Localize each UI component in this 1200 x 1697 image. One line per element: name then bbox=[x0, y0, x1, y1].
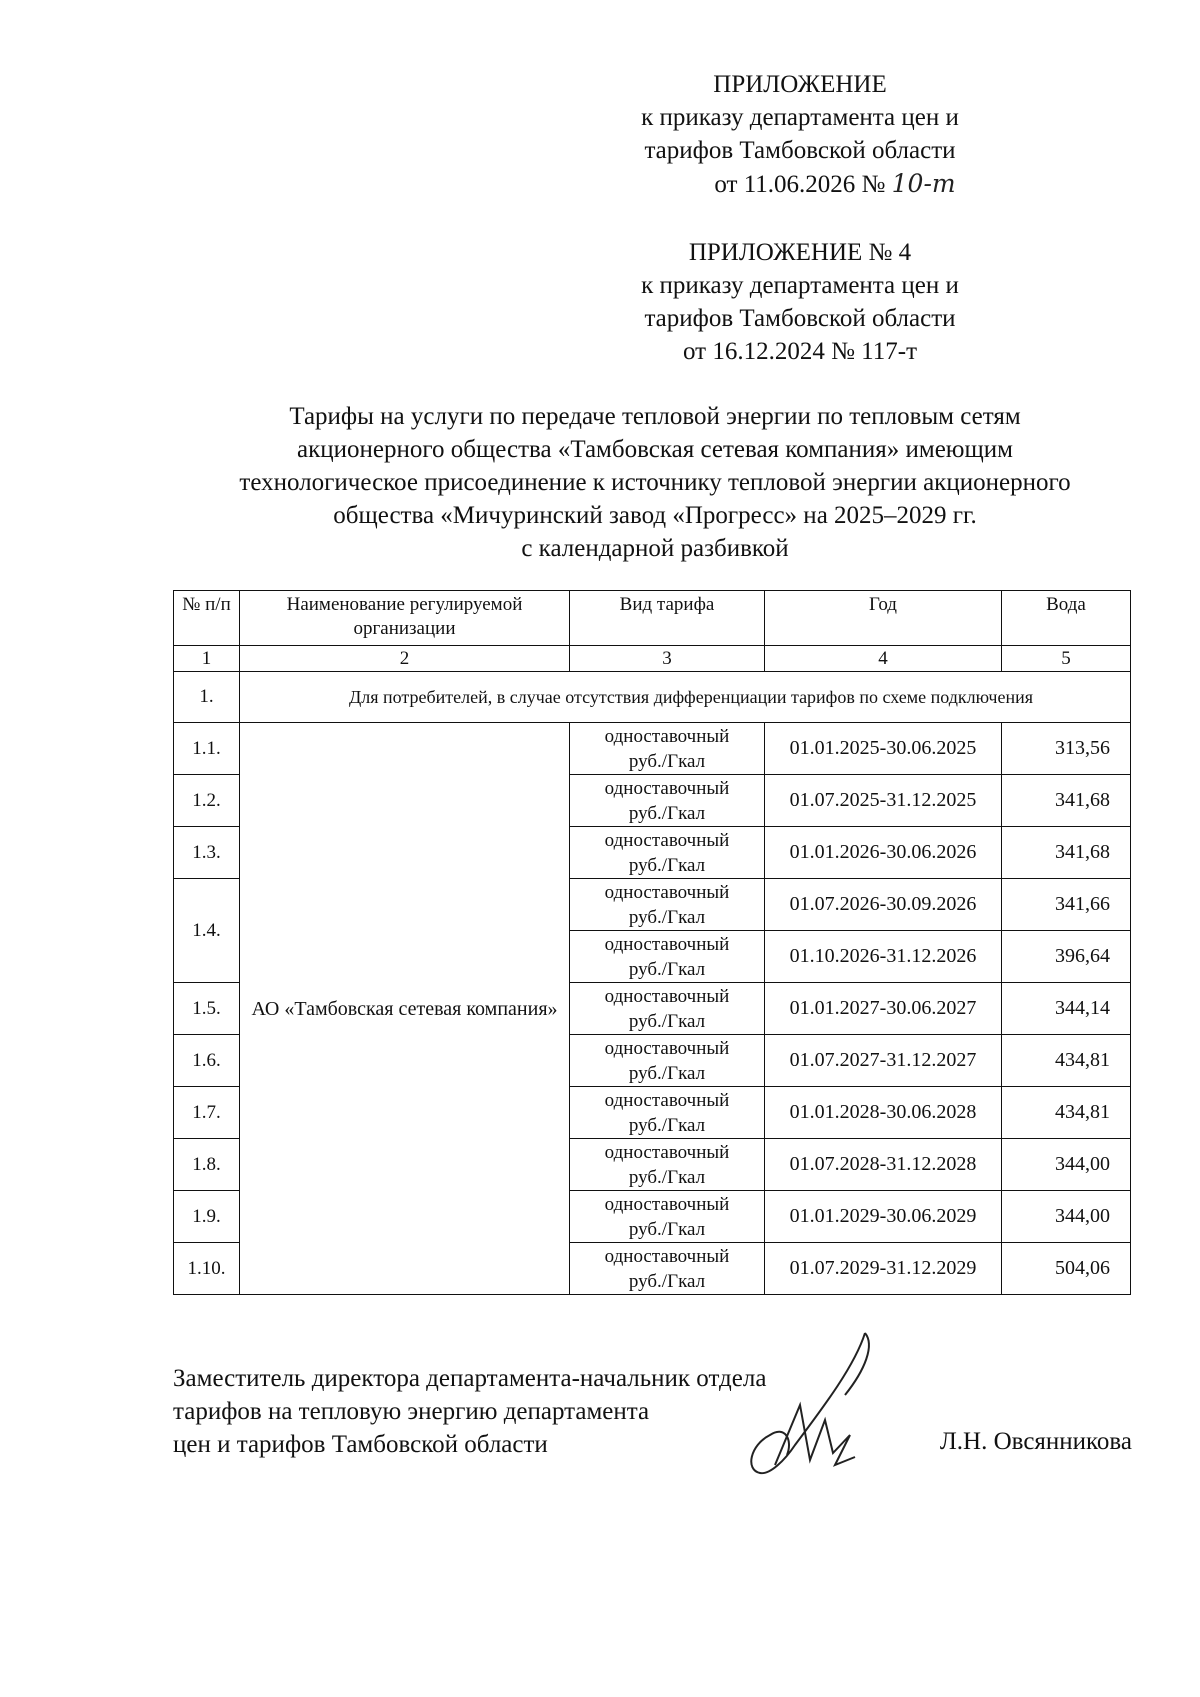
tariff-type-label: одноставочный bbox=[604, 829, 730, 851]
row-number: 1.8. bbox=[174, 1139, 240, 1191]
tariff-type-label: одноставочный bbox=[604, 1193, 730, 1215]
tariff-type bbox=[570, 1139, 765, 1191]
tariff-value: 341,68 bbox=[1002, 827, 1131, 879]
tariff-value: 341,68 bbox=[1002, 775, 1131, 827]
tariff-period: 01.07.2025-31.12.2025 bbox=[765, 775, 1002, 827]
tariff-type-label: одноставочный bbox=[604, 985, 730, 1007]
title-line: технологическое присоединение к источнику тепловой энергии акционерного bbox=[239, 469, 1071, 496]
tariff-unit: руб./Гкал bbox=[628, 802, 706, 824]
tariff-period: 01.01.2028-30.06.2028 bbox=[765, 1087, 1002, 1139]
tariff-type-label: одноставочный bbox=[604, 933, 730, 955]
title-line: с календарной разбивкой bbox=[521, 535, 789, 562]
tariff-period: 01.07.2027-31.12.2027 bbox=[765, 1035, 1002, 1087]
organization-name: АО «Тамбовская сетевая компания» bbox=[240, 723, 570, 1295]
appendix-line: к приказу департамента цен и bbox=[641, 104, 959, 131]
row-number: 1.7. bbox=[174, 1087, 240, 1139]
tariff-type bbox=[570, 879, 765, 931]
tariff-unit: руб./Гкал bbox=[628, 1166, 706, 1188]
tariff-unit: руб./Гкал bbox=[628, 958, 706, 980]
tariff-period: 01.01.2027-30.06.2027 bbox=[765, 983, 1002, 1035]
table-row bbox=[174, 723, 1131, 775]
tariff-value: 504,06 bbox=[1002, 1243, 1131, 1295]
appendix-line: к приказу департамента цен и bbox=[641, 272, 959, 299]
tariff-period: 01.07.2026-30.09.2026 bbox=[765, 879, 1002, 931]
row-number: 1.1. bbox=[174, 723, 240, 775]
handwritten-signature bbox=[715, 1325, 885, 1485]
handwritten-order-number: 10-т bbox=[891, 169, 956, 198]
document-title bbox=[180, 400, 1130, 565]
tariff-type-label: одноставочный bbox=[604, 725, 730, 747]
tariff-type-label: одноставочный bbox=[604, 1089, 730, 1111]
appendix-heading: ПРИЛОЖЕНИЕ bbox=[713, 71, 887, 98]
title-line: акционерного общества «Тамбовская сетевая компания» имеющим bbox=[297, 436, 1013, 463]
tariff-period: 01.01.2026-30.06.2026 bbox=[765, 827, 1002, 879]
tariff-unit: руб./Гкал bbox=[628, 750, 706, 772]
column-number-row bbox=[174, 646, 1131, 672]
header-water: Вода bbox=[1002, 591, 1131, 646]
section-num: 1. bbox=[174, 672, 240, 723]
column-number: 2 bbox=[240, 646, 570, 672]
column-number: 3 bbox=[570, 646, 765, 672]
row-number: 1.2. bbox=[174, 775, 240, 827]
appendix-line: тарифов Тамбовской области bbox=[644, 305, 956, 332]
tariff-unit: руб./Гкал bbox=[628, 854, 706, 876]
tariff-value: 434,81 bbox=[1002, 1087, 1131, 1139]
title-line: общества «Мичуринский завод «Прогресс» на 2025–2029 гг. bbox=[333, 502, 977, 529]
tariff-value: 344,00 bbox=[1002, 1139, 1131, 1191]
tariff-type-label: одноставочный bbox=[604, 1245, 730, 1267]
appendix-date-line bbox=[590, 167, 1010, 201]
section-row bbox=[174, 672, 1131, 723]
tariff-type-label: одноставочный bbox=[604, 777, 730, 799]
tariff-type bbox=[570, 983, 765, 1035]
tariff-type bbox=[570, 1035, 765, 1087]
column-number: 1 bbox=[174, 646, 240, 672]
tariff-type bbox=[570, 931, 765, 983]
row-number: 1.10. bbox=[174, 1243, 240, 1295]
section-label: Для потребителей, в случае отсутствия дифференциации тарифов по схеме подключения bbox=[240, 672, 1131, 723]
column-number: 4 bbox=[765, 646, 1002, 672]
header-organization: Наименование регулируемой организации bbox=[240, 591, 570, 646]
tariff-type-label: одноставочный bbox=[604, 1141, 730, 1163]
row-number: 1.5. bbox=[174, 983, 240, 1035]
tariff-value: 396,64 bbox=[1002, 931, 1131, 983]
signatory-title-line: тарифов на тепловую энергию департамента bbox=[173, 1398, 650, 1425]
row-number: 1.3. bbox=[174, 827, 240, 879]
tariff-unit: руб./Гкал bbox=[628, 1010, 706, 1032]
tariff-type bbox=[570, 827, 765, 879]
row-number: 1.4. bbox=[174, 879, 240, 983]
header-tariff-type: Вид тарифа bbox=[570, 591, 765, 646]
tariff-value: 313,56 bbox=[1002, 723, 1131, 775]
header-num: № п/п bbox=[174, 591, 240, 646]
tariff-table bbox=[173, 590, 1131, 1295]
signature-block bbox=[173, 1362, 766, 1461]
row-number: 1.9. bbox=[174, 1191, 240, 1243]
signatory-title-line: Заместитель директора департамента-начальник отдела bbox=[173, 1365, 767, 1392]
tariff-type-label: одноставочный bbox=[604, 881, 730, 903]
column-number: 5 bbox=[1002, 646, 1131, 672]
tariff-type bbox=[570, 775, 765, 827]
row-number: 1.6. bbox=[174, 1035, 240, 1087]
signatory-name: Л.Н. Овсянникова bbox=[939, 1428, 1132, 1455]
tariff-type-label: одноставочный bbox=[604, 1037, 730, 1059]
tariff-unit: руб./Гкал bbox=[628, 1114, 706, 1136]
tariff-type bbox=[570, 1087, 765, 1139]
appendix-line: тарифов Тамбовской области bbox=[644, 137, 956, 164]
appendix-current-header bbox=[590, 68, 1010, 201]
tariff-type bbox=[570, 1191, 765, 1243]
appendix-date: от 11.06.2026 № bbox=[714, 171, 886, 198]
tariff-value: 434,81 bbox=[1002, 1035, 1131, 1087]
appendix-original-header bbox=[590, 236, 1010, 368]
tariff-period: 01.01.2025-30.06.2025 bbox=[765, 723, 1002, 775]
tariff-value: 341,66 bbox=[1002, 879, 1131, 931]
appendix-heading: ПРИЛОЖЕНИЕ № 4 bbox=[688, 239, 912, 266]
tariff-unit: руб./Гкал bbox=[628, 1270, 706, 1292]
signatory-title-line: цен и тарифов Тамбовской области bbox=[173, 1431, 548, 1458]
appendix-date: от 16.12.2024 № 117-т bbox=[682, 338, 918, 365]
tariff-period: 01.07.2028-31.12.2028 bbox=[765, 1139, 1002, 1191]
tariff-unit: руб./Гкал bbox=[628, 906, 706, 928]
title-line: Тарифы на услуги по передаче тепловой энергии по тепловым сетям bbox=[289, 403, 1021, 430]
table-header-row bbox=[174, 591, 1131, 646]
tariff-value: 344,14 bbox=[1002, 983, 1131, 1035]
header-year: Год bbox=[765, 591, 1002, 646]
tariff-type bbox=[570, 723, 765, 775]
tariff-period: 01.01.2029-30.06.2029 bbox=[765, 1191, 1002, 1243]
tariff-type bbox=[570, 1243, 765, 1295]
tariff-period: 01.07.2029-31.12.2029 bbox=[765, 1243, 1002, 1295]
tariff-value: 344,00 bbox=[1002, 1191, 1131, 1243]
tariff-period: 01.10.2026-31.12.2026 bbox=[765, 931, 1002, 983]
tariff-unit: руб./Гкал bbox=[628, 1062, 706, 1084]
tariff-unit: руб./Гкал bbox=[628, 1218, 706, 1240]
